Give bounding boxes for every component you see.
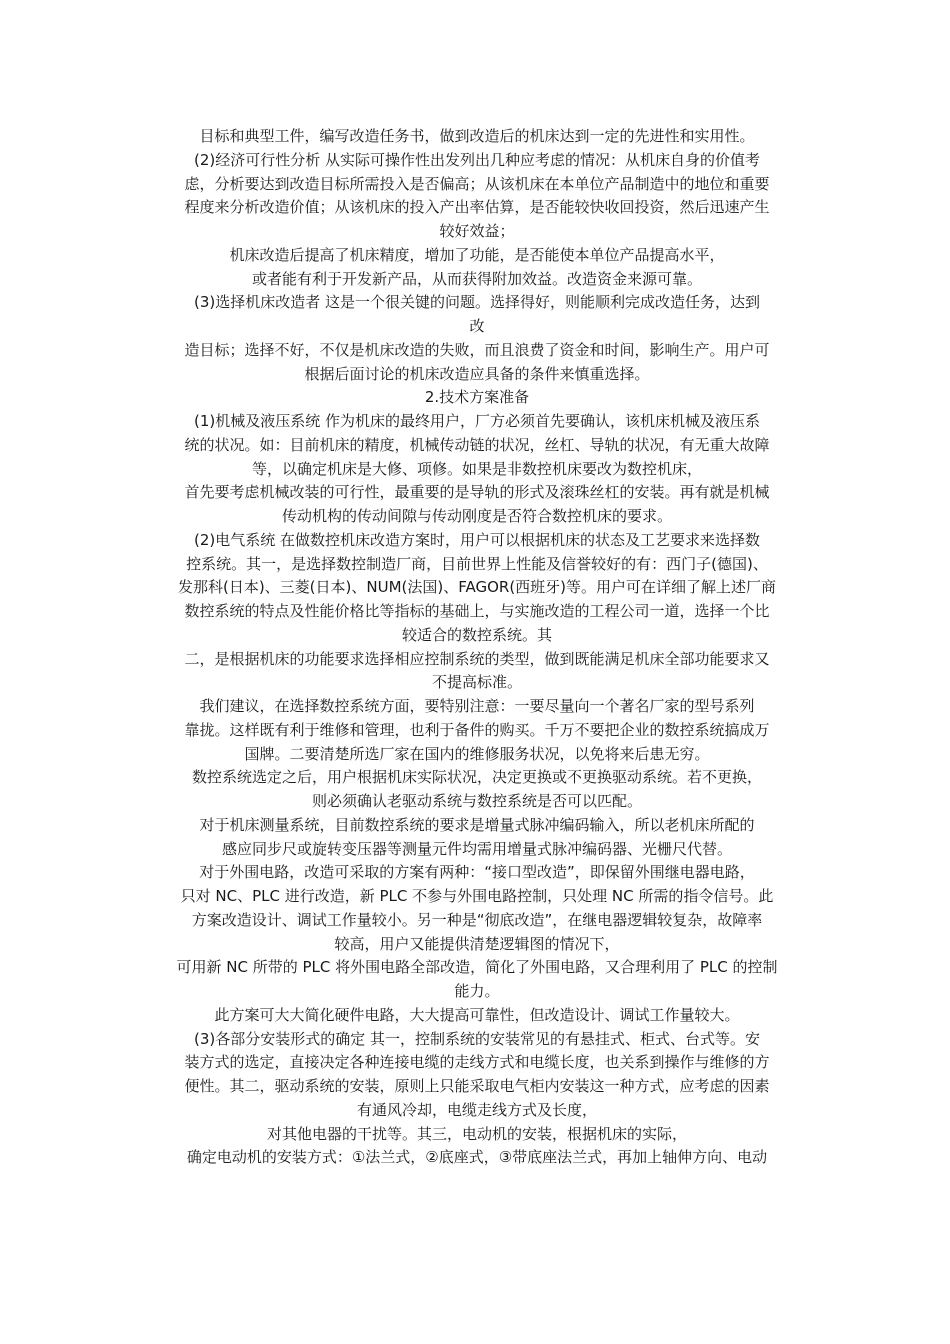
text-line: 便性。其二，驱动系统的安装，原则上只能采取电气柜内安装这一种方式，应考虑的因素 xyxy=(184,1077,770,1095)
text-line: 确定电动机的安装方式：①法兰式，②底座式，③带底座法兰式，再加上轴伸方向、电动 xyxy=(186,1148,768,1167)
text-line: 则必须确认老驱动系统与数控系统是否可以匹配。 xyxy=(311,792,642,810)
document-body-text xyxy=(146,125,808,1170)
text-line: 我们建议，在选择数控系统方面，要特别注意：一要尽量向一个著名厂家的型号系列 xyxy=(199,697,755,715)
text-line: (2)电气系统 在做数控机床改造方案时，用户可以根据机床的状态及工艺要求来选择数 xyxy=(193,530,761,549)
text-line: 可用新 NC 所带的 PLC 将外围电路全部改造，简化了外围电路，又合理利用了 PLC 的控制 xyxy=(176,958,778,977)
text-line: 首先要考虑机械改装的可行性，最重要的是导轨的形式及滚珠丝杠的安装。再有就是机械 xyxy=(184,483,770,502)
text-line: 等，以确定机床是大修、项修。如果是非数控机床要改为数控机床， xyxy=(251,459,702,478)
text-line: 造目标；选择不好，不仅是机床改造的失败，而且浪费了资金和时间，影响生产。用户可 xyxy=(184,340,770,359)
text-line: (3)各部分安装形式的确定 其一，控制系统的安装常见的有悬挂式、柜式、台式等。安 xyxy=(193,1029,761,1048)
text-line: 此方案可大大简化硬件电路，大大提高可靠性，但改造设计、调试工作量较大。 xyxy=(214,1005,740,1024)
text-line: 国牌。二要清楚所选厂家在国内的维修服务状况，以免将来后患无穷。 xyxy=(244,744,710,763)
text-line: 改 xyxy=(469,317,485,335)
text-line: 能力。 xyxy=(454,982,500,1000)
text-line: 较适合的数控系统。其 xyxy=(401,625,552,644)
text-line: 对其他电器的干扰等。其三，电动机的安装，根据机床的实际， xyxy=(266,1124,687,1143)
text-line: (3)选择机床改造者 这是一个很关键的问题。选择得好，则能顺利完成改造任务，达到 xyxy=(193,293,761,312)
text-line: 感应同步尺或旋转变压器等测量元件均需用增量式脉冲编码器、光栅尺代替。 xyxy=(221,839,732,858)
text-line: 传动机构的传动间隙与传动刚度是否符合数控机床的要求。 xyxy=(281,507,672,525)
text-line: 靠拢。这样既有利于维修和管理，也利于备件的购买。千万不要把企业的数控系统搞成万 xyxy=(184,720,770,739)
text-line: 装方式的选定，直接决定各种连接电缆的走线方式和电缆长度，也关系到操作与维修的方 xyxy=(184,1053,770,1072)
text-line: 不提高标准。 xyxy=(431,673,522,692)
text-line: 数控系统选定之后，用户根据机床实际状况，决定更换或不更换驱动系统。若不更换， xyxy=(191,768,762,787)
text-line: 根据后面讨论的机床改造应具备的条件来慎重选择。 xyxy=(304,364,650,383)
text-line: 控系统。其一，是选择数控制造厂商，目前世界上性能及信誉较好的有：西门子(德国)、 xyxy=(186,554,768,573)
text-line: 机床改造后提高了机床精度，增加了功能，是否能使本单位产品提高水平， xyxy=(229,245,725,264)
text-line: (2)经济可行性分析 从实际可操作性出发列出几种应考虑的情况：从机床自身的价值考 xyxy=(193,150,761,169)
text-line: 方案改造设计、调试工作量较小。另一种是“彻底改造”，在继电器逻辑较复杂，故障率 xyxy=(191,910,763,929)
text-line: 程度来分析改造价值；从该机床的投入产出率估算，是否能较快收回投资，然后迅速产生 xyxy=(184,198,770,217)
text-line: 对于外围电路，改造可采取的方案有两种：“接口型改造”，即保留外围继电器电路， xyxy=(199,863,755,882)
text-line: 统的状况。如：目前机床的精度，机械传动链的状况，丝杠、导轨的状况，有无重大故障 xyxy=(184,435,770,454)
text-line: 或者能有利于开发新产品，从而获得附加效益。改造资金来源可靠。 xyxy=(251,269,702,288)
text-line: 二，是根据机床的功能要求选择相应控制系统的类型，做到既能满足机床全部功能要求又 xyxy=(184,649,770,668)
text-line: (1)机械及液压系统 作为机床的最终用户，厂方必须首先要确认，该机床机械及液压系 xyxy=(193,412,761,430)
text-line: 目标和典型工件，编写改造任务书，做到改造后的机床达到一定的先进性和实用性。 xyxy=(199,127,755,145)
text-line: 较好效益； xyxy=(439,222,515,240)
text-line: 2.技术方案准备 xyxy=(424,388,530,407)
text-line: 对于机床测量系统，目前数控系统的要求是增量式脉冲编码输入，所以老机床所配的 xyxy=(199,815,755,834)
text-line: 较高，用户又能提供清楚逻辑图的情况下， xyxy=(334,934,620,953)
text-line: 发那科(日本)、三菱(日本)、NUM(法国)、FAGOR(西班牙)等。用户可在详细了解上述厂商 xyxy=(177,578,777,597)
text-line: 数控系统的特点及性能价格比等指标的基础上，与实施改造的工程公司一道，选择一个比 xyxy=(184,602,770,620)
text-line: 虑，分析要达到改造目标所需投入是否偏高；从该机床在本单位产品制造中的地位和重要 xyxy=(184,174,770,193)
text-line: 有通风冷却，电缆走线方式及长度， xyxy=(356,1100,597,1119)
text-line: 只对 NC、PLC 进行改造，新 PLC 不参与外围电路控制，只处理 NC 所需的指令信号。此 xyxy=(180,887,774,905)
